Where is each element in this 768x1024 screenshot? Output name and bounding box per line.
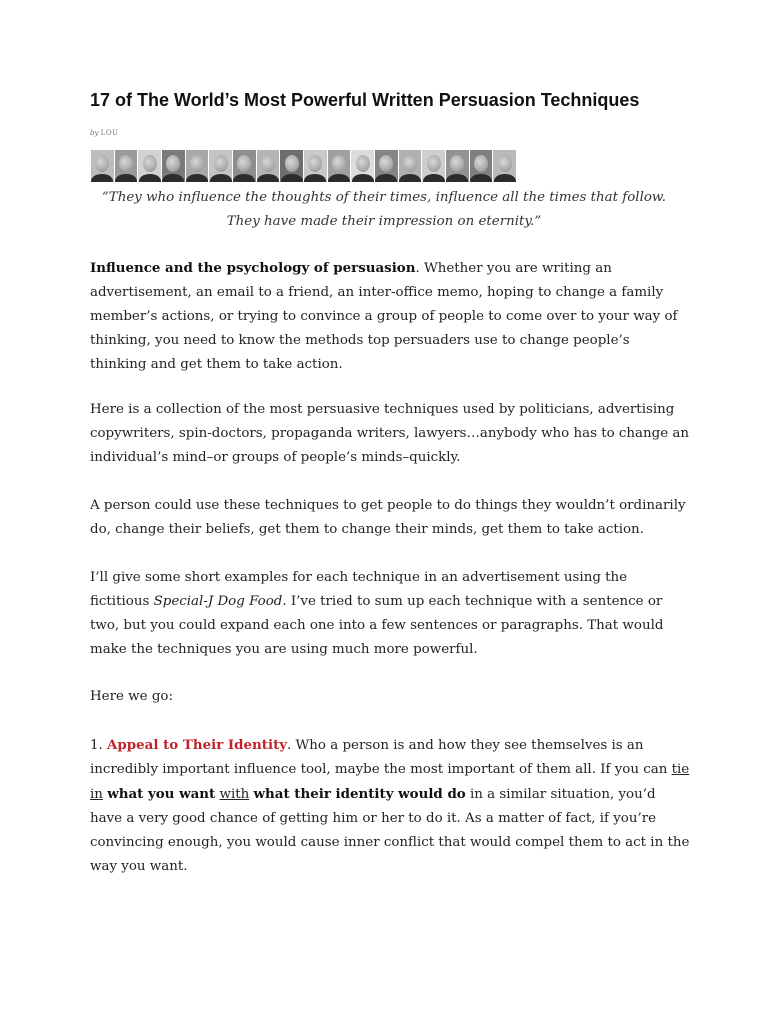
paragraph-here-we-go: Here we go: xyxy=(90,689,173,704)
with-link[interactable]: with xyxy=(219,787,250,802)
portrait-image xyxy=(115,150,139,182)
tie-in-link[interactable]: tie in xyxy=(90,762,690,802)
quote-line-2: They have made their impression on eternity.” xyxy=(226,214,542,229)
bold-identity: what their identity would do xyxy=(253,786,466,802)
examples-product-name: Special-J Dog Food xyxy=(153,594,283,609)
portrait-image xyxy=(470,150,494,182)
byline-prefix: by xyxy=(90,129,101,137)
portrait-image xyxy=(257,150,281,182)
article-title: 17 of The World’s Most Powerful Written Persuasion Techniques xyxy=(90,90,640,110)
paragraph-collection: Here is a collection of the most persuasive techniques used by politicians, advertising copywriters, spin-doctors, propaganda writers, lawyers…anybody who has to change an individual’s mind–or groups of people’s minds–quickly. xyxy=(90,402,690,465)
byline xyxy=(90,128,118,138)
portrait-image xyxy=(209,150,233,182)
paragraph-examples xyxy=(90,566,690,662)
portrait-image xyxy=(399,150,423,182)
technique-1-paragraph xyxy=(90,733,690,879)
portrait-image xyxy=(138,150,162,182)
portrait-image xyxy=(186,150,210,182)
examples-text-b: . I’ve tried to sum up each technique with a sentence or two, but you could expand each one into a few sentences or paragraphs. That would make the techniques you are using much more powerful. xyxy=(90,594,664,657)
portrait-image xyxy=(328,150,352,182)
portrait-image xyxy=(375,150,399,182)
intro-text: . Whether you are writing an advertisement, an email to a friend, an inter-office memo, hoping to change a family member’s actions, or trying to convince a group of people to come over to your way of thinking, you need to know the methods top persuaders use to change people’s thinking and get them to take action. xyxy=(90,261,678,372)
portrait-strip-image xyxy=(91,150,517,182)
quote-line-1: “They who influence the thoughts of their times, influence all the times that follow. xyxy=(101,190,667,205)
portrait-image xyxy=(304,150,328,182)
epigraph-quote xyxy=(90,186,678,234)
portrait-image xyxy=(422,150,446,182)
portrait-image xyxy=(280,150,304,182)
technique-heading: Appeal to Their Identity xyxy=(107,737,288,753)
technique-text-c: in a similar situation, you’d have a very good chance of getting him or her to do it. As a matter of fact, if you’re convincing enough, you would cause inner conflict that would compel them to act in the way you want. xyxy=(90,787,690,874)
portrait-image xyxy=(162,150,186,182)
bold-what-you-want: what you want xyxy=(107,786,216,802)
portrait-image xyxy=(493,150,517,182)
portrait-image xyxy=(233,150,257,182)
paragraph-intro xyxy=(90,256,690,377)
technique-number: 1. xyxy=(90,738,108,753)
portrait-image xyxy=(446,150,470,182)
paragraph-usage: A person could use these techniques to get people to do things they wouldn’t ordinarily do, change their beliefs, get them to change their minds, get them to take action. xyxy=(90,498,686,537)
examples-text-a: I’ll give some short examples for each technique in an advertisement using the fictitious xyxy=(90,570,628,609)
technique-text-a: . Who a person is and how they see themselves is an incredibly important influence tool, maybe the most important of them all. If you can xyxy=(90,738,672,777)
portrait-image xyxy=(351,150,375,182)
portrait-image xyxy=(91,150,115,182)
intro-bold-lead: Influence and the psychology of persuasion xyxy=(90,260,416,276)
author-link[interactable]: LOU xyxy=(100,129,119,137)
